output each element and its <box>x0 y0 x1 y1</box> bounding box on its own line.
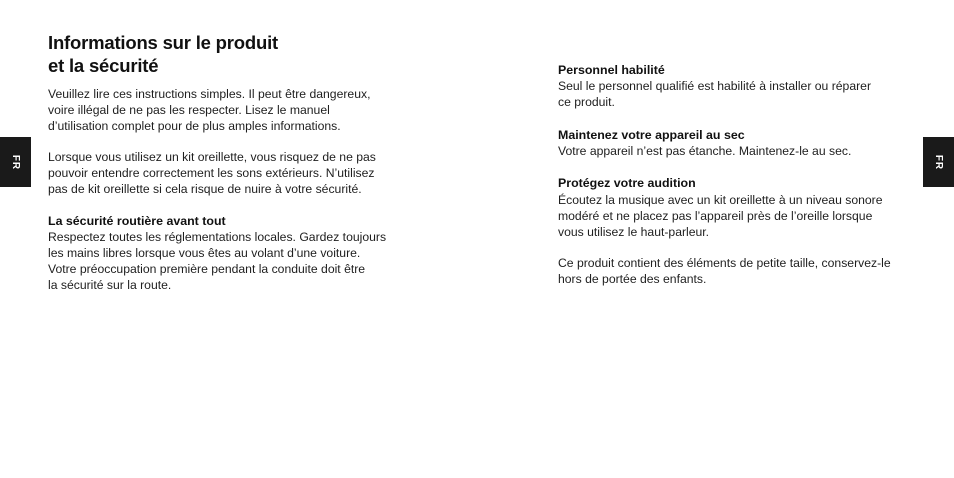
intro-paragraph: Veuillez lire ces instructions simples. Il peut être dangereux, voire illégal de ne pas les respecter. Lisez le manuel d’utilisation complet pour de plus amples informations. <box>48 87 371 133</box>
language-tab-label: FR <box>933 154 944 170</box>
road-safety-heading: La sécurité routière avant tout <box>48 214 226 228</box>
language-tab-label: FR <box>10 154 21 170</box>
hearing-protection-paragraph: Écoutez la musique avec un kit oreillette à un niveau sonore modéré et ne placez pas l’appareil près de l’oreille lorsque vous utilisez le haut-parleur. <box>558 193 883 239</box>
hearing-protection-heading: Protégez votre audition <box>558 176 696 190</box>
qualified-personnel-heading: Personnel habilité <box>558 63 665 77</box>
keep-dry-paragraph: Votre appareil n’est pas étanche. Maintenez-le au sec. <box>558 144 852 158</box>
qualified-personnel-paragraph: Seul le personnel qualifié est habilité à installer ou réparer ce produit. <box>558 79 872 109</box>
small-parts-paragraph: Ce produit contient des éléments de petite taille, conservez-le hors de portée des enfants. <box>558 256 891 286</box>
road-safety-paragraph: Respectez toutes les réglementations locales. Gardez toujours les mains libres lorsque vous êtes au volant d’une voiture. Votre préoccupation première pendant la conduite doit être la sécurité sur la route. <box>48 230 387 292</box>
language-tab-left <box>0 137 31 187</box>
page-title: Informations sur le produit et la sécurité <box>48 32 278 76</box>
keep-dry-heading: Maintenez votre appareil au sec <box>558 128 745 142</box>
language-tab-right <box>923 137 954 187</box>
headset-warning-paragraph: Lorsque vous utilisez un kit oreillette, vous risquez de ne pas pouvoir entendre correctement les sons extérieurs. N’utilisez pas de kit oreillette si cela risque de nuire à votre sécurité. <box>48 150 376 196</box>
